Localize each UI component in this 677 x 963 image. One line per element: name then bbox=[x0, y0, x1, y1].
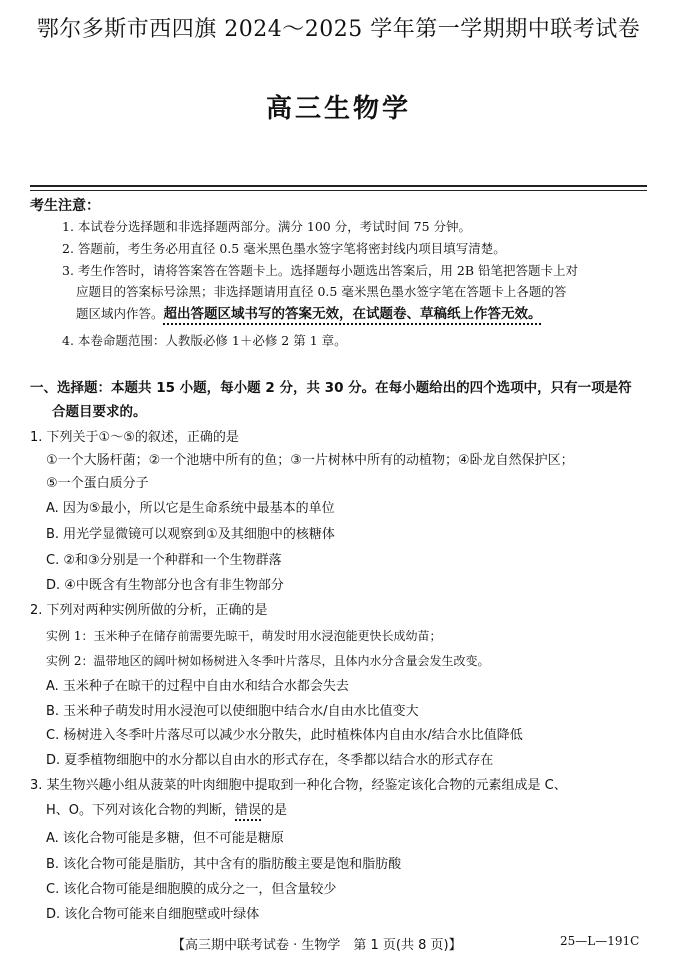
exam-title: 鄂尔多斯市西四旗 2024～2025 学年第一学期期中联考试卷 bbox=[36, 17, 641, 42]
q1-option-a: A. 因为⑤最小，所以它是生命系统中最基本的单位 bbox=[46, 501, 335, 516]
q2-option-c: C. 杨树进入冬季叶片落尽可以减少水分散失，此时植株体内自由水/结合水比值降低 bbox=[46, 728, 523, 743]
q3-option-c: C. 该化合物可能是细胞膜的成分之一，但含量较少 bbox=[46, 882, 337, 897]
q1-items-line1: ①一个大肠杆菌；②一个池塘中所有的鱼；③一片树林中所有的动植物；④卧龙自然保护区； bbox=[46, 453, 574, 468]
q1-items-line2: ⑤一个蛋白质分子 bbox=[46, 476, 149, 491]
notice-heading: 考生注意： bbox=[30, 198, 100, 214]
footer-code: 25—L—191C bbox=[560, 934, 640, 948]
section-heading: 一、选择题：本题共 15 小题，每小题 2 分，共 30 分。在每小题给出的四个选项中，只有一项是符 bbox=[30, 380, 632, 396]
q3-stem-post: 的是 bbox=[261, 803, 288, 818]
notice-item-3-emphasis: 超出答题区域书写的答案无效，在试题卷、草稿纸上作答无效。 bbox=[163, 306, 542, 322]
q1-option-d: D. ④中既含有生物部分也含有非生物部分 bbox=[46, 578, 284, 593]
notice-item-3-line3 bbox=[76, 303, 666, 325]
notice-item-4: 4. 本卷命题范围：人教版必修 1＋必修 2 第 1 章。 bbox=[62, 333, 347, 348]
divider-thin bbox=[30, 190, 647, 191]
section-heading-cont: 合题目要求的。 bbox=[52, 404, 147, 420]
divider-thick bbox=[30, 185, 647, 187]
q2-example-2: 实例 2：温带地区的阔叶树如杨树进入冬季叶片落尽，且体内水分含量会发生改变。 bbox=[46, 654, 490, 668]
q3-stem-line1: 3. 某生物兴趣小组从菠菜的叶肉细胞中提取到一种化合物，经鉴定该化合物的元素组成是 C、 bbox=[30, 778, 567, 793]
q2-stem: 2. 下列对两种实例所做的分析，正确的是 bbox=[30, 603, 268, 618]
notice-item-2: 2. 答题前，考生务必用直径 0.5 毫米黑色墨水签字笔将密封线内项目填写清楚。 bbox=[62, 241, 506, 256]
notice-item-1: 1. 本试卷分选择题和非选择题两部分。满分 100 分，考试时间 75 分钟。 bbox=[62, 219, 472, 234]
q3-stem-pre: H、O。下列对该化合物的判断， bbox=[46, 803, 236, 818]
q2-option-b: B. 玉米种子萌发时用水浸泡可以使细胞中结合水/自由水比值变大 bbox=[46, 704, 419, 719]
q3-option-a: A. 该化合物可能是多糖，但不可能是糖原 bbox=[46, 831, 284, 846]
notice-item-3-line1: 3. 考生作答时，请将答案答在答题卡上。选择题每小题选出答案后，用 2B 铅笔把答题卡上对 bbox=[62, 263, 578, 278]
q2-option-d: D. 夏季植物细胞中的水分都以自由水的形式存在，冬季都以结合水的形式存在 bbox=[46, 753, 494, 768]
q3-option-b: B. 该化合物可能是脂肪，其中含有的脂肪酸主要是饱和脂肪酸 bbox=[46, 857, 402, 872]
footer-page-info: 【高三期中联考试卷 · 生物学 第 1 页(共 8 页)】 bbox=[172, 938, 462, 953]
notice-item-3-plain: 题区域内作答。 bbox=[76, 306, 164, 321]
subject-title: 高三生物学 bbox=[265, 94, 411, 124]
q3-stem-emphasis: 错误 bbox=[235, 803, 262, 818]
q2-example-1: 实例 1：玉米种子在储存前需要先晾干，萌发时用水浸泡能更快长成幼苗； bbox=[46, 629, 442, 643]
q1-option-b: B. 用光学显微镜可以观察到①及其细胞中的核糖体 bbox=[46, 527, 335, 542]
q3-stem-line2 bbox=[46, 801, 676, 821]
q3-option-d: D. 该化合物可能来自细胞壁或叶绿体 bbox=[46, 907, 260, 922]
q1-option-c: C. ②和③分别是一个种群和一个生物群落 bbox=[46, 553, 282, 568]
q1-stem: 1. 下列关于①～⑤的叙述，正确的是 bbox=[30, 430, 239, 445]
q2-option-a: A. 玉米种子在晾干的过程中自由水和结合水都会失去 bbox=[46, 679, 349, 694]
notice-item-3-line2: 应题目的答案标号涂黑；非选择题请用直径 0.5 毫米黑色墨水签字笔在答题卡上各题的答 bbox=[76, 284, 567, 299]
